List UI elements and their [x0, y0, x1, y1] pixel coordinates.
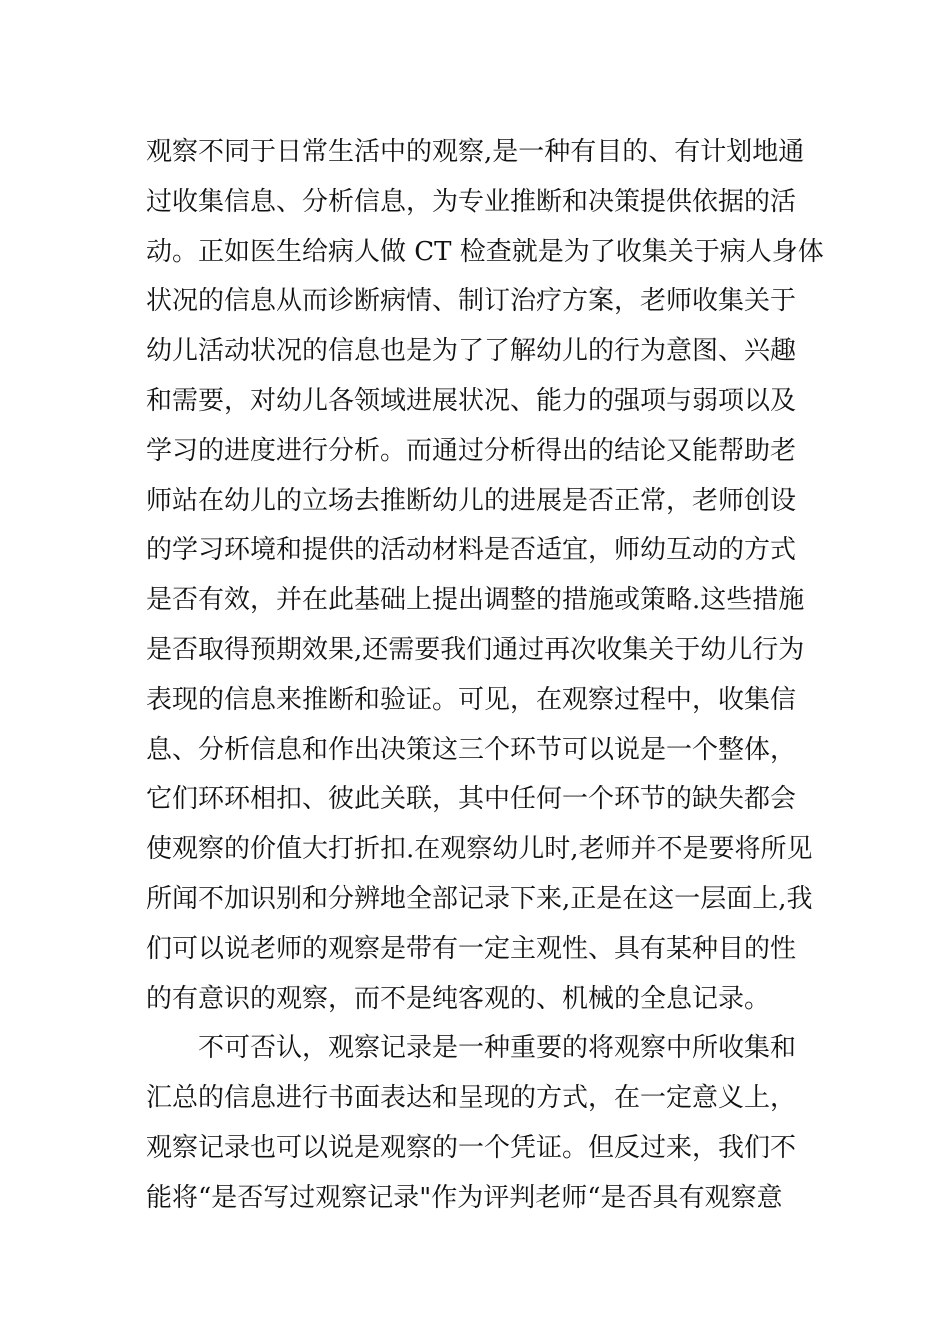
- text-line: 学习的进度进行分析。而通过分析得出的结论又能帮助老: [146, 435, 797, 466]
- text-line: 所闻不加识别和分辨地全部记录下来,正是在这一层面上,我: [146, 883, 813, 914]
- text-line: 能将“是否写过观察记录"作为评判老师“是否具有观察意: [146, 1182, 783, 1213]
- text-line: 师站在幼儿的立场去推断幼儿的进展是否正常，老师创设: [146, 485, 797, 516]
- text-line: 汇总的信息进行书面表达和呈现的方式，在一定意义上，: [146, 1083, 797, 1114]
- text-line: 观察记录也可以说是观察的一个凭证。但反过来，我们不: [146, 1132, 797, 1163]
- text-line: 动。正如医生给病人做 CT 检查就是为了收集关于病人身体: [146, 236, 824, 267]
- text-line: 们可以说老师的观察是带有一定主观性、具有某种目的性: [146, 933, 797, 964]
- text-line: 的有意识的观察，而不是纯客观的、机械的全息记录。: [146, 983, 771, 1014]
- text-line: 幼儿活动状况的信息也是为了了解幼儿的行为意图、兴趣: [146, 336, 797, 367]
- document-body: [146, 128, 824, 1224]
- text-line: 是否有效，并在此基础上提出调整的措施或策略.这些措施: [146, 585, 805, 616]
- text-line: 观察不同于日常生活中的观察,是一种有目的、有计划地通: [146, 137, 805, 167]
- text-line: 和需要，对幼儿各领域进展状况、能力的强项与弱项以及: [146, 385, 797, 416]
- paragraph-2: [146, 1024, 806, 1223]
- text-line: 它们环环相扣、彼此关联，其中任何一个环节的缺失都会: [146, 784, 797, 815]
- text-line: 使观察的价值大打折扣.在观察幼儿时,老师并不是要将所见: [146, 834, 813, 865]
- text-line: 息、分析信息和作出决策这三个环节可以说是一个整体，: [146, 734, 797, 765]
- text-line: 的学习环境和提供的活动材料是否适宜，师幼互动的方式: [146, 535, 797, 566]
- text-line: 不可否认，观察记录是一种重要的将观察中所收集和: [198, 1033, 797, 1064]
- text-line: 是否取得预期效果,还需要我们通过再次收集关于幼儿行为: [146, 634, 805, 665]
- text-line: 状况的信息从而诊断病情、制订治疗方案，老师收集关于: [146, 286, 797, 317]
- text-line: 过收集信息、分析信息，为专业推断和决策提供依据的活: [146, 186, 797, 217]
- text-line: 表现的信息来推断和验证。可见，在观察过程中，收集信: [146, 684, 797, 715]
- paragraph-1: [146, 128, 824, 1024]
